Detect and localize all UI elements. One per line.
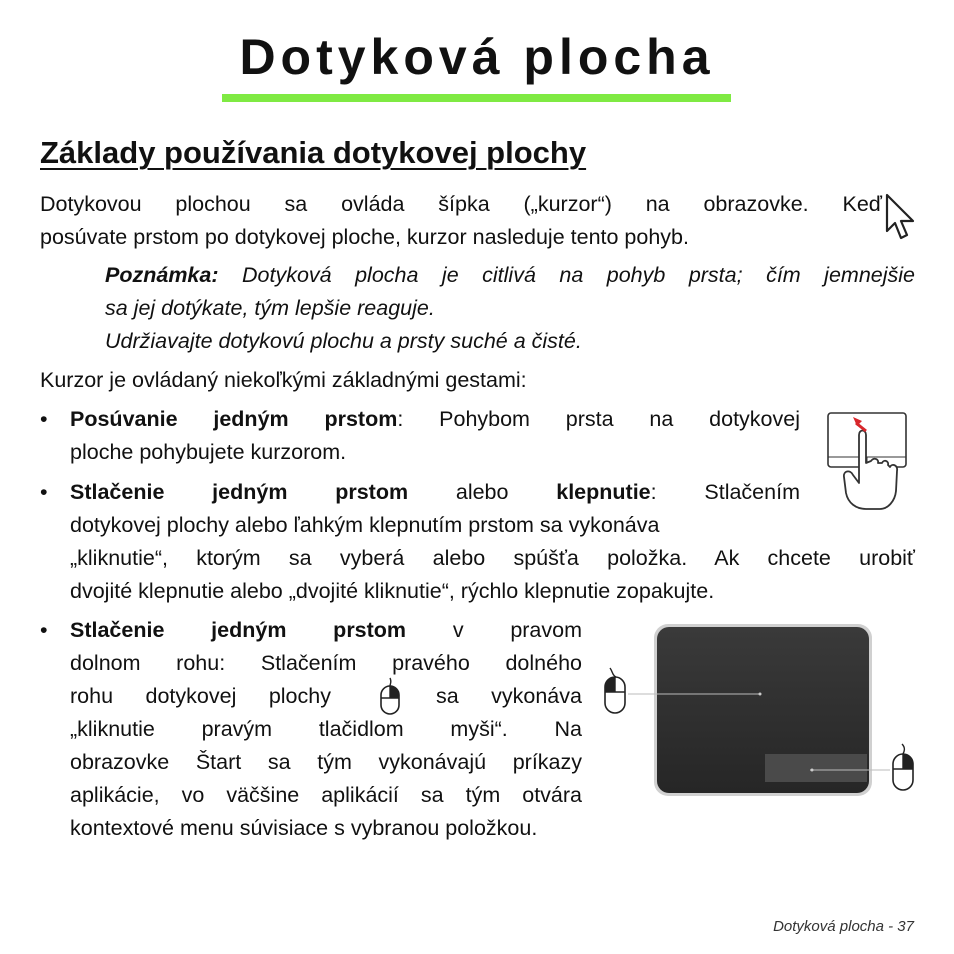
intro-line-1: Dotykovou plochou sa ovláda šípka („kurzor“) na obrazovke. Keď (40, 192, 882, 216)
cursor-arrow-icon (884, 193, 918, 243)
touchpad-illustration (600, 620, 920, 800)
bullet-1-text (70, 403, 800, 469)
title-underline-bar (222, 94, 731, 102)
bullet-3-text (70, 614, 582, 845)
bullet-3-symbol: • (40, 618, 48, 642)
bullet-1-line-1 (70, 403, 800, 436)
note-text-1: Dotyková plocha je citlivá na pohyb prsta; čím jemnejšie (218, 263, 915, 287)
bullet-3-line-2: dolnom rohu: Stlačením pravého dolného (70, 651, 582, 675)
bullet-3-rest: v pravom (406, 618, 583, 642)
bullet-2-rest: : Stlačením (650, 480, 800, 504)
mouse-right-click-icon (378, 676, 402, 716)
bullet-3-line-5: obrazovke Štart sa tým vykonávajú príkazy (70, 750, 582, 774)
intro-paragraph (40, 188, 882, 254)
bullet-2-symbol: • (40, 480, 48, 504)
intro-line-2: posúvate prstom po dotykovej ploche, kurzor nasleduje tento pohyb. (40, 225, 689, 249)
bullet-2-text (70, 476, 915, 608)
bullet-2-line-1 (70, 476, 800, 509)
note-line-3: Udržiavajte dotykovú plochu a prsty suché a čisté. (105, 329, 582, 353)
bullet-3-line-4: „kliknutie pravým tlačidlom myši“. Na (70, 717, 582, 741)
mouse-left-click-icon (605, 668, 625, 713)
mouse-right-click-icon (893, 744, 913, 790)
bullet-3-line-3b: sa vykonáva (435, 684, 582, 708)
page-title: Dotyková plocha (239, 29, 715, 85)
bullet-2-line-2: dotykovej plochy alebo ľahkým klepnutím prstom sa vykonáva (70, 513, 660, 537)
note-line-1 (105, 259, 915, 292)
bullet-3-line-1 (70, 614, 582, 647)
note-line-2: sa jej dotýkate, tým lepšie reaguje. (105, 296, 435, 320)
bullet-1-bold: Posúvanie jedným prstom (70, 407, 398, 431)
bullet-3-line-6: aplikácie, vo väčšine aplikácií sa tým otvára (70, 783, 582, 807)
bullet-2-line-4: dvojité klepnutie alebo „dvojité kliknutie“, rýchlo klepnutie zopakujte. (70, 579, 715, 603)
bullet-2-mid: alebo (408, 480, 557, 504)
bullet-3-line-7: kontextové menu súvisiace s vybranou položkou. (70, 816, 538, 840)
bullet-1-line-2: ploche pohybujete kurzorom. (70, 440, 347, 464)
bullet-3-bold: Stlačenie jedným prstom (70, 618, 407, 642)
gestures-intro: Kurzor je ovládaný niekoľkými základnými gestami: (40, 368, 527, 392)
bullet-3-line-3 (70, 680, 582, 713)
bullet-1-rest: : Pohybom prsta na dotykovej (397, 407, 800, 431)
bullet-3-line-3a: rohu dotykovej plochy (70, 684, 331, 708)
page-footer: Dotyková plocha - 37 (773, 918, 914, 935)
section-heading: Základy používania dotykovej plochy (40, 135, 587, 170)
bullet-2-line-3: „kliknutie“, ktorým sa vyberá alebo spúšťa položka. Ak chcete urobiť (70, 546, 915, 570)
bullet-2-bold-1: Stlačenie jedným prstom (70, 480, 409, 504)
bullet-1-symbol: • (40, 407, 48, 431)
note-label: Poznámka: (105, 263, 219, 287)
bullet-2-bold-2: klepnutie (556, 480, 651, 504)
note-block (105, 259, 915, 358)
